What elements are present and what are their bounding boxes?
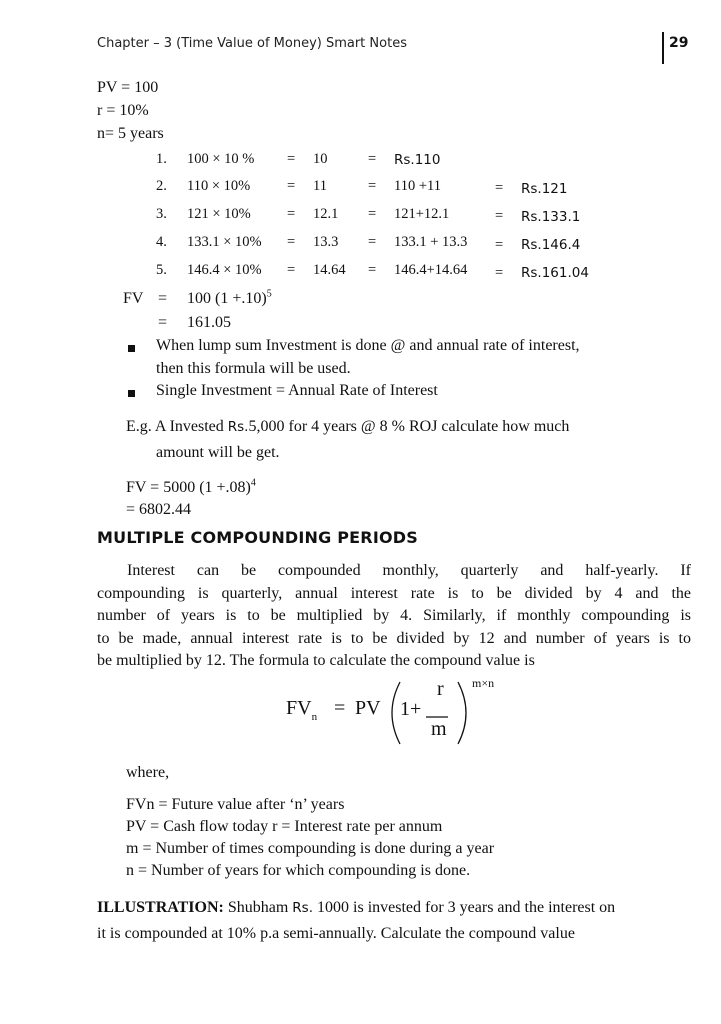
- calc-row-equals: =: [287, 206, 296, 222]
- formula-denominator: m: [431, 718, 447, 740]
- calc-row-result: Rs.121: [521, 181, 568, 197]
- calc-row-number: 3.: [156, 206, 167, 222]
- illustration-text: it is compounded at 10% p.a semi-annually. Calculate the compound value: [97, 925, 575, 942]
- calc-row-interest: 11: [313, 178, 327, 194]
- chapter-header: Chapter – 3 (Time Value of Money) Smart Notes: [97, 36, 407, 51]
- calc-row-equals: =: [495, 237, 504, 253]
- calc-row-equals: =: [287, 178, 296, 194]
- calc-row-step: 146.4+14.64: [394, 262, 468, 278]
- calc-row-step: 121+12.1: [394, 206, 450, 222]
- formula-exponent: m×n: [472, 676, 495, 690]
- calc-row-step: 133.1 + 13.3: [394, 234, 468, 250]
- calc-row-step: 110 +11: [394, 178, 441, 194]
- formula-equals: =: [334, 697, 346, 719]
- fv-result: 161.05: [187, 314, 231, 331]
- calc-row-equals: =: [368, 178, 377, 194]
- definition-line: FVn = Future value after ‘n’ years: [126, 796, 345, 813]
- section-paragraph: [97, 560, 691, 673]
- illustration-label: ILLUSTRATION:: [97, 899, 224, 916]
- calc-row-equals: =: [368, 234, 377, 250]
- bullet-marker: [128, 345, 135, 352]
- formula-lhs-subscript: n: [311, 711, 318, 723]
- calc-row-equals: =: [495, 180, 504, 196]
- fv-exponent: 5: [266, 288, 272, 300]
- calc-row-number: 1.: [156, 151, 167, 167]
- formula-pv: PV: [355, 697, 381, 719]
- calc-row-result: Rs.146.4: [521, 237, 581, 253]
- section-heading: MULTIPLE COMPOUNDING PERIODS: [97, 528, 418, 547]
- calc-row-number: 2.: [156, 178, 167, 194]
- calc-row-number: 5.: [156, 262, 167, 278]
- currency-label: Rs.: [227, 419, 249, 435]
- calc-row-equals: =: [287, 262, 296, 278]
- calc-row-result: Rs.133.1: [521, 209, 581, 225]
- bullet-marker: [128, 390, 135, 397]
- page-number-rule: [662, 32, 664, 64]
- bullet-text: When lump sum Investment is done @ and annual rate of interest,: [156, 337, 580, 354]
- calc-row-expression: 133.1 × 10%: [187, 234, 262, 250]
- given-n: n= 5 years: [97, 125, 164, 142]
- paragraph-line: be multiplied by 12. The formula to calculate the compound value is: [97, 652, 535, 669]
- paragraph-line: Interest can be compounded monthly, quarterly and half-yearly. If: [127, 562, 691, 579]
- where-label: where,: [126, 764, 170, 781]
- calc-row-expression: 146.4 × 10%: [187, 262, 262, 278]
- fv-equals: =: [158, 314, 168, 331]
- page-number: 29: [669, 35, 689, 51]
- definition-line: PV = Cash flow today r = Interest rate per annum: [126, 818, 443, 835]
- calc-row-equals: =: [495, 265, 504, 281]
- calc-row-equals: =: [368, 206, 377, 222]
- given-pv: PV = 100: [97, 79, 159, 96]
- calc-row-interest: 14.64: [313, 262, 346, 278]
- example-text: amount will be get.: [156, 444, 280, 461]
- calc-row-expression: 121 × 10%: [187, 206, 251, 222]
- calc-row-result: Rs.161.04: [521, 265, 589, 281]
- given-r: r = 10%: [97, 102, 149, 119]
- calc-row-expression: 110 × 10%: [187, 178, 251, 194]
- definition-line: n = Number of years for which compounding is done.: [126, 862, 471, 879]
- calc-row-step: Rs.110: [394, 152, 441, 168]
- calc-row-equals: =: [287, 151, 296, 167]
- formula-lhs: $FV_n$: [286, 697, 318, 723]
- illustration-text: ILLUSTRATION: Shubham Rs. 1000 is invested for 3 years and the interest on: [97, 899, 616, 916]
- bullet-text: Single Investment = Annual Rate of Interest: [156, 382, 438, 399]
- fv-label: FV: [123, 290, 144, 307]
- formula-one-plus: 1+: [400, 698, 422, 720]
- calc-row-equals: =: [368, 151, 377, 167]
- calc-row-interest: 12.1: [313, 206, 339, 222]
- example-result: = 6802.44: [126, 501, 192, 518]
- fv-expression: 100 $(1 +.10)^5$: [187, 288, 272, 307]
- example-text: E.g. A Invested Rs.5,000 for 4 years @ 8 % ROJ calculate how much: [126, 418, 570, 435]
- fv-equals: =: [158, 290, 168, 307]
- definition-line: m = Number of times compounding is done during a year: [126, 840, 495, 857]
- calc-row-expression: 100 × 10 %: [187, 151, 255, 167]
- currency-label: Rs.: [292, 900, 314, 916]
- paragraph-line: to be made, annual interest rate is to be divided by 12 and number of years is to: [97, 629, 691, 647]
- calc-row-interest: 10: [313, 151, 328, 167]
- bullet-text: then this formula will be used.: [156, 360, 351, 377]
- example-fv: FV = 5000 $(1 +.08)^4$: [126, 477, 256, 496]
- paragraph-line: number of years is to be multiplied by 4. Similarly, if monthly compounding is: [97, 607, 691, 624]
- calc-row-equals: =: [368, 262, 377, 278]
- calc-row-number: 4.: [156, 234, 167, 250]
- calc-row-equals: =: [495, 208, 504, 224]
- calc-row-equals: =: [287, 234, 296, 250]
- calc-row-interest: 13.3: [313, 234, 339, 250]
- formula-numerator: r: [437, 678, 444, 700]
- paragraph-line: compounding is quarterly, annual interest rate is to be divided by 4 and the: [97, 584, 691, 602]
